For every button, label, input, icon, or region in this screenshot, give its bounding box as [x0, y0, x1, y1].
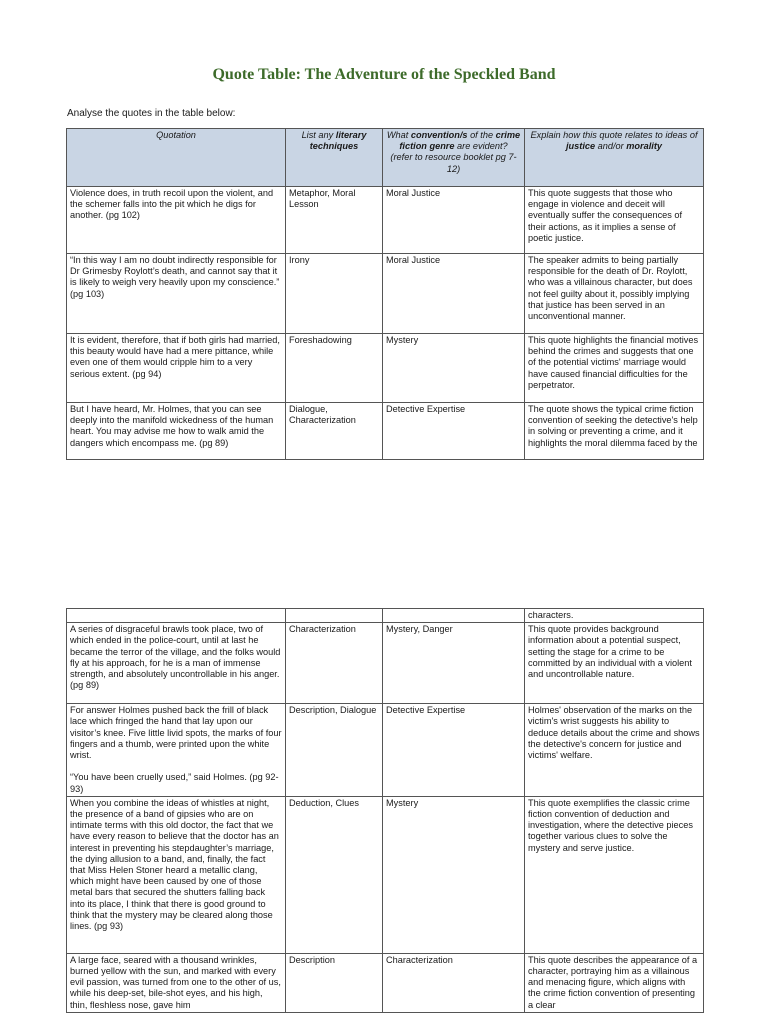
- table-row: [67, 623, 704, 704]
- techniques-cell: Foreshadowing: [286, 334, 383, 403]
- continuation-row: [67, 609, 704, 623]
- instruction-text: Analyse the quotes in the table below:: [67, 108, 236, 119]
- techniques-cell: Description: [286, 953, 383, 1012]
- techniques-cell: Characterization: [286, 623, 383, 704]
- table-row: [67, 796, 704, 953]
- explanation-continuation-cell: characters.: [525, 609, 704, 623]
- techniques-cell: Deduction, Clues: [286, 796, 383, 953]
- quote-cell: Violence does, in truth recoil upon the violent, and the schemer falls into the pit which he digs for another. (pg 102): [67, 187, 286, 254]
- techniques-cell: Description, Dialogue: [286, 704, 383, 797]
- table-row: [67, 254, 704, 334]
- convention-cell: Moral Justice: [383, 187, 525, 254]
- explanation-cell: The quote shows the typical crime fiction convention of seeking the detective's help in solving or preventing a crime, and it highlights the moral dilemma faced by the: [525, 403, 704, 460]
- convention-cell: Characterization: [383, 953, 525, 1012]
- header-techniques: List any literary techniques: [286, 129, 383, 187]
- quote-cell: When you combine the ideas of whistles at night, the presence of a band of gipsies who are on intimate terms with this old doctor, the fact that we have every reason to believe that the doctor has an interest in preventing his stepdaughter’s marriage, the dying allusion to a band, and, finally, the fact that Miss Helen Stoner heard a metallic clang, which might have been caused by one of those metal bars that secured the shutters falling back into its place, I think that there is good ground to think that the mystery may be cleared along those lines. (pg 93): [67, 796, 286, 953]
- convention-cell: Moral Justice: [383, 254, 525, 334]
- explanation-cell: This quote describes the appearance of a character, portraying him as a villainous and menacing figure, which aligns with the crime fiction convention of presenting a clear: [525, 953, 704, 1012]
- table-row: [67, 704, 704, 797]
- quote-cell: But I have heard, Mr. Holmes, that you can see deeply into the manifold wickedness of the human heart. You may advise me how to walk amid the dangers which encompass me. (pg 89): [67, 403, 286, 460]
- explanation-cell: This quote exemplifies the classic crime fiction convention of deduction and investigation, where the detective pieces together various clues to solve the mystery and serve justice.: [525, 796, 704, 953]
- convention-cell: Detective Expertise: [383, 403, 525, 460]
- quote-cell: “In this way I am no doubt indirectly responsible for Dr Grimesby Roylott’s death, and cannot say that it is likely to weigh very heavily upon my conscience.” (pg 103): [67, 254, 286, 334]
- table-row: [67, 187, 704, 254]
- table-header-row: [67, 129, 704, 187]
- quote-cell: For answer Holmes pushed back the frill of black lace which fringed the hand that lay upon our visitor’s knee. Five little livid spots, the marks of four fingers and a thumb, were printed upon the white wrist. “You have been cruelly used,” said Holmes. (pg 92-93): [67, 704, 286, 797]
- convention-cell: Detective Expertise: [383, 704, 525, 797]
- convention-cell: Mystery: [383, 796, 525, 953]
- table-row: [67, 953, 704, 1012]
- convention-cell: Mystery: [383, 334, 525, 403]
- techniques-cell: Irony: [286, 254, 383, 334]
- techniques-cell: Dialogue, Characterization: [286, 403, 383, 460]
- explanation-cell: This quote provides background information about a potential suspect, setting the stage for a crime to be committed by an individual with a violent and uncontrollable nature.: [525, 623, 704, 704]
- explanation-cell: This quote suggests that those who engage in violence and deceit will eventually suffer the consequences of their actions, as it implies a sense of poetic justice.: [525, 187, 704, 254]
- quote-cell: It is evident, therefore, that if both girls had married, this beauty would have had a mere pittance, while even one of them would cripple him to a very serious extent. (pg 94): [67, 334, 286, 403]
- table-row: [67, 334, 704, 403]
- explanation-cell: Holmes' observation of the marks on the victim's wrist suggests his ability to deduce details about the crime and shows the detective's concern for justice and victims' welfare.: [525, 704, 704, 797]
- techniques-cell: Metaphor, Moral Lesson: [286, 187, 383, 254]
- header-convention: What convention/s of the crime fiction genre are evident? (refer to resource booklet pg 7-12): [383, 129, 525, 187]
- table-row: [67, 403, 704, 460]
- explanation-cell: The speaker admits to being partially responsible for the death of Dr. Roylott, who was a villainous character, but does not feel guilty about it, possibly implying that justice has been served in an unconventional manner.: [525, 254, 704, 334]
- header-quotation: Quotation: [67, 129, 286, 187]
- header-explanation: Explain how this quote relates to ideas of justice and/or morality: [525, 129, 704, 187]
- quote-cell: A series of disgraceful brawls took place, two of which ended in the police-court, until at last he became the terror of the village, and the folks would fly at his approach, for he is a man of immense strength, and absolutely uncontrollable in his anger. (pg 89): [67, 623, 286, 704]
- quote-cell: A large face, seared with a thousand wrinkles, burned yellow with the sun, and marked with every evil passion, was turned from one to the other of us, while his deep-set, bile-shot eyes, and his high, thin, fleshless nose, gave him: [67, 953, 286, 1012]
- quote-table-page-1: [66, 128, 704, 460]
- convention-cell: Mystery, Danger: [383, 623, 525, 704]
- quote-table-page-2: [66, 608, 704, 1013]
- explanation-cell: This quote highlights the financial motives behind the crimes and suggests that one of the potential victims' marriage would have caused financial difficulties for the perpetrator.: [525, 334, 704, 403]
- document-title: Quote Table: The Adventure of the Speckled Band: [212, 66, 556, 83]
